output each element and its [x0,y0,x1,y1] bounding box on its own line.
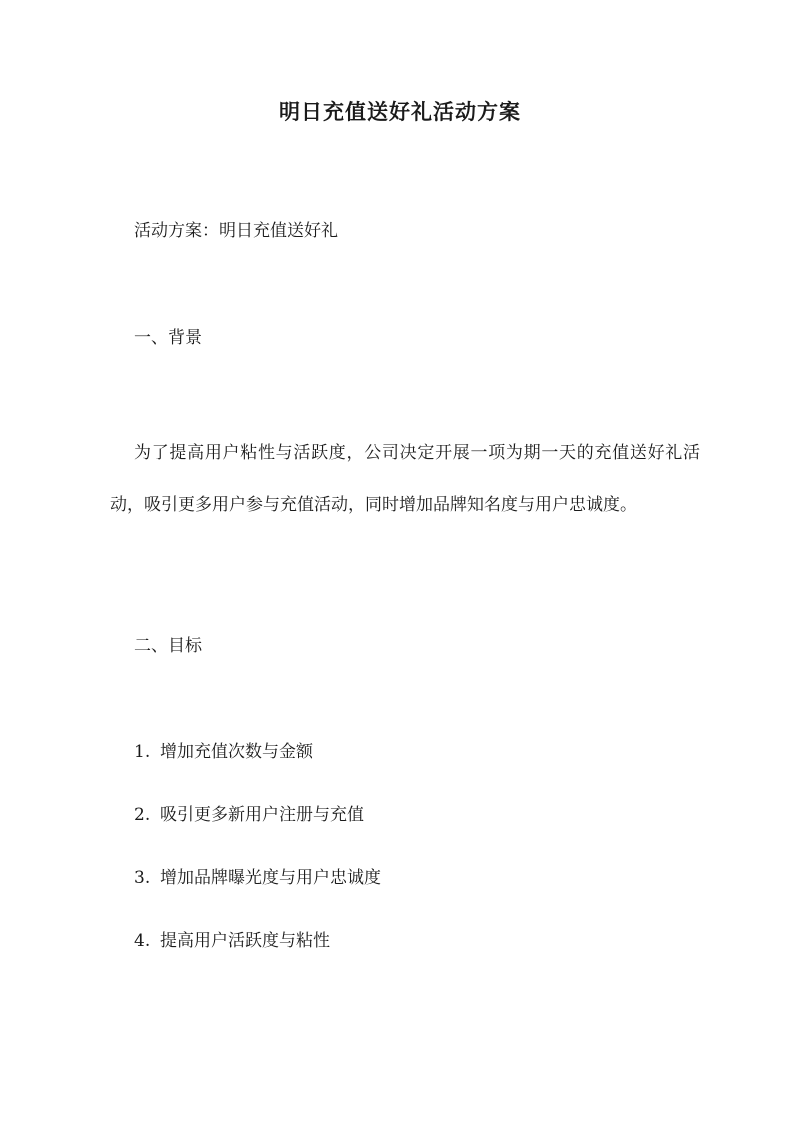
section-heading-background: 一、背景 [134,328,202,348]
list-item [134,928,330,954]
list-item [134,802,364,828]
list-item-number: 3. [134,868,151,888]
plan-line: 活动方案：明日充值送好礼 [134,221,338,241]
background-paragraph: 为了提高用户粘性与活跃度，公司决定开展一项为期一天的充值送好礼活动，吸引更多用户参与充值活动，同时增加品牌知名度与用户忠诚度。 [110,443,700,515]
list-item-text: 增加品牌曝光度与用户忠诚度 [160,868,381,888]
document-title: 明日充值送好礼活动方案 [279,99,521,124]
list-item-text: 吸引更多新用户注册与充值 [160,805,364,825]
list-item-number: 4. [134,931,151,951]
list-item-text: 提高用户活跃度与粘性 [160,931,330,951]
list-item-number: 1. [134,742,151,762]
list-item [134,739,313,765]
list-item [134,865,381,891]
list-item-text: 增加充值次数与金额 [160,742,313,762]
section-heading-goals: 二、目标 [134,636,202,656]
list-item-number: 2. [134,805,151,825]
